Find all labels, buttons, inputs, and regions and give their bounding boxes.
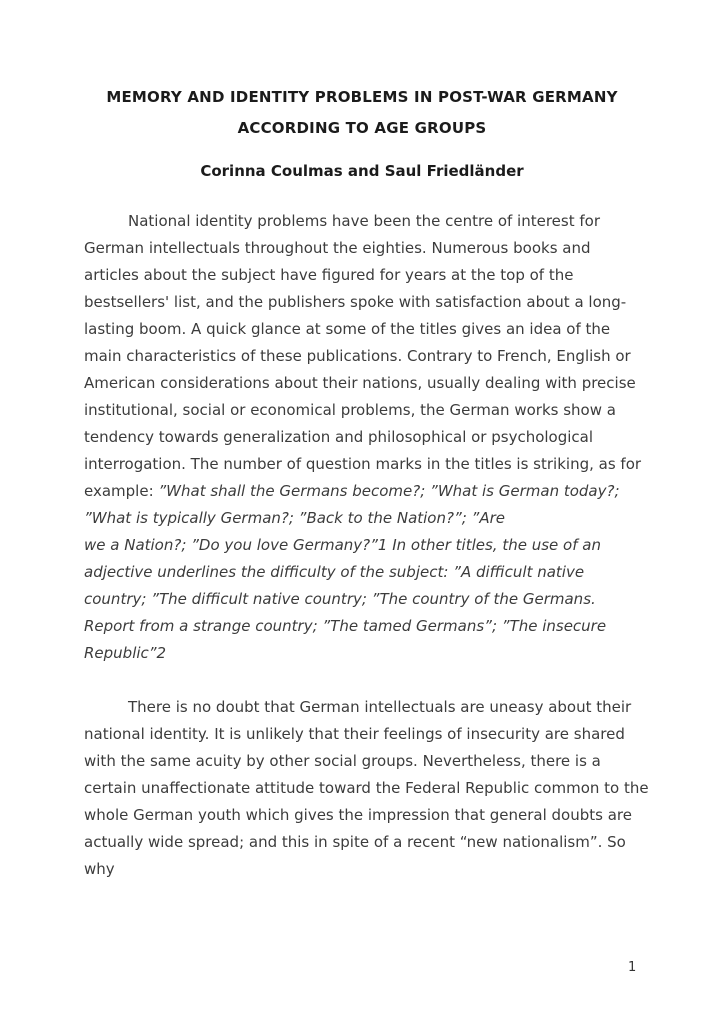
text-line bbox=[84, 397, 684, 424]
italic-text-segment: we a Nation?; ”Do you love Germany?”1 In other titles, the use of an bbox=[84, 536, 601, 554]
text-segment: articles about the subject have figured for years at the top of the bbox=[84, 266, 574, 284]
author-line: Corinna Coulmas and Saul Friedländer bbox=[200, 162, 524, 180]
text-line bbox=[84, 694, 684, 721]
text-segment: interrogation. The number of question marks in the titles is striking, as for bbox=[84, 455, 642, 473]
text-segment: National identity problems have been the centre of interest for bbox=[128, 212, 600, 230]
text-segment: example: bbox=[84, 482, 159, 500]
document-body bbox=[0, 208, 724, 883]
text-line bbox=[84, 289, 684, 316]
text-line bbox=[84, 559, 684, 586]
text-segment: German intellectuals throughout the eighties. Numerous books and bbox=[84, 239, 591, 257]
text-segment: tendency towards generalization and philosophical or psychological bbox=[84, 428, 594, 446]
text-segment: with the same acuity by other social groups. Nevertheless, there is a bbox=[84, 752, 601, 770]
text-segment: American considerations about their nations, usually dealing with precise bbox=[84, 374, 636, 392]
text-segment: national identity. It is unlikely that their feelings of insecurity are shared bbox=[84, 725, 625, 743]
text-line bbox=[84, 478, 684, 505]
title-line-1: MEMORY AND IDENTITY PROBLEMS IN POST-WAR GERMANY bbox=[106, 88, 618, 106]
text-line bbox=[84, 451, 684, 478]
text-line bbox=[84, 586, 684, 613]
document-title bbox=[0, 0, 724, 144]
italic-text-segment: country; ”The difficult native country; ”The country of the Germans. bbox=[84, 590, 596, 608]
italic-text-segment: ”What is typically German?; ”Back to the Nation?”; ”Are bbox=[84, 509, 505, 527]
text-line bbox=[84, 613, 684, 640]
text-line bbox=[84, 343, 684, 370]
text-line bbox=[84, 640, 684, 667]
text-segment: certain unaffectionate attitude toward the Federal Republic common to the bbox=[84, 779, 649, 797]
text-line bbox=[84, 235, 684, 262]
italic-text-segment: adjective underlines the difficulty of the subject: ”A difficult native bbox=[84, 563, 585, 581]
text-line bbox=[84, 505, 684, 532]
text-line bbox=[84, 262, 684, 289]
text-line bbox=[84, 532, 684, 559]
text-line bbox=[84, 856, 684, 883]
text-line bbox=[84, 370, 684, 397]
text-line bbox=[84, 829, 684, 856]
page-number: 1 bbox=[628, 960, 637, 975]
text-line bbox=[84, 424, 684, 451]
text-segment: why bbox=[84, 860, 115, 878]
paragraph-1 bbox=[84, 208, 684, 667]
paragraph-2 bbox=[84, 694, 684, 883]
italic-text-segment: ”What shall the Germans become?; ”What is German today?; bbox=[158, 482, 620, 500]
text-line bbox=[84, 775, 684, 802]
text-segment: bestsellers' list, and the publishers spoke with satisfaction about a long- bbox=[84, 293, 627, 311]
text-line bbox=[84, 748, 684, 775]
text-segment: main characteristics of these publications. Contrary to French, English or bbox=[84, 347, 631, 365]
text-segment: whole German youth which gives the impression that general doubts are bbox=[84, 806, 632, 824]
text-line bbox=[84, 802, 684, 829]
text-segment: There is no doubt that German intellectuals are uneasy about their bbox=[128, 698, 632, 716]
text-line bbox=[84, 208, 684, 235]
title-line-2: ACCORDING TO AGE GROUPS bbox=[237, 119, 487, 137]
text-segment: actually wide spread; and this in spite of a recent “new nationalism”. So bbox=[84, 833, 626, 851]
italic-text-segment: Report from a strange country; ”The tamed Germans”; ”The insecure bbox=[84, 617, 607, 635]
text-segment: lasting boom. A quick glance at some of the titles gives an idea of the bbox=[84, 320, 611, 338]
text-line bbox=[84, 316, 684, 343]
text-segment: institutional, social or economical problems, the German works show a bbox=[84, 401, 616, 419]
italic-text-segment: Republic”2 bbox=[84, 644, 167, 662]
text-line bbox=[84, 721, 684, 748]
